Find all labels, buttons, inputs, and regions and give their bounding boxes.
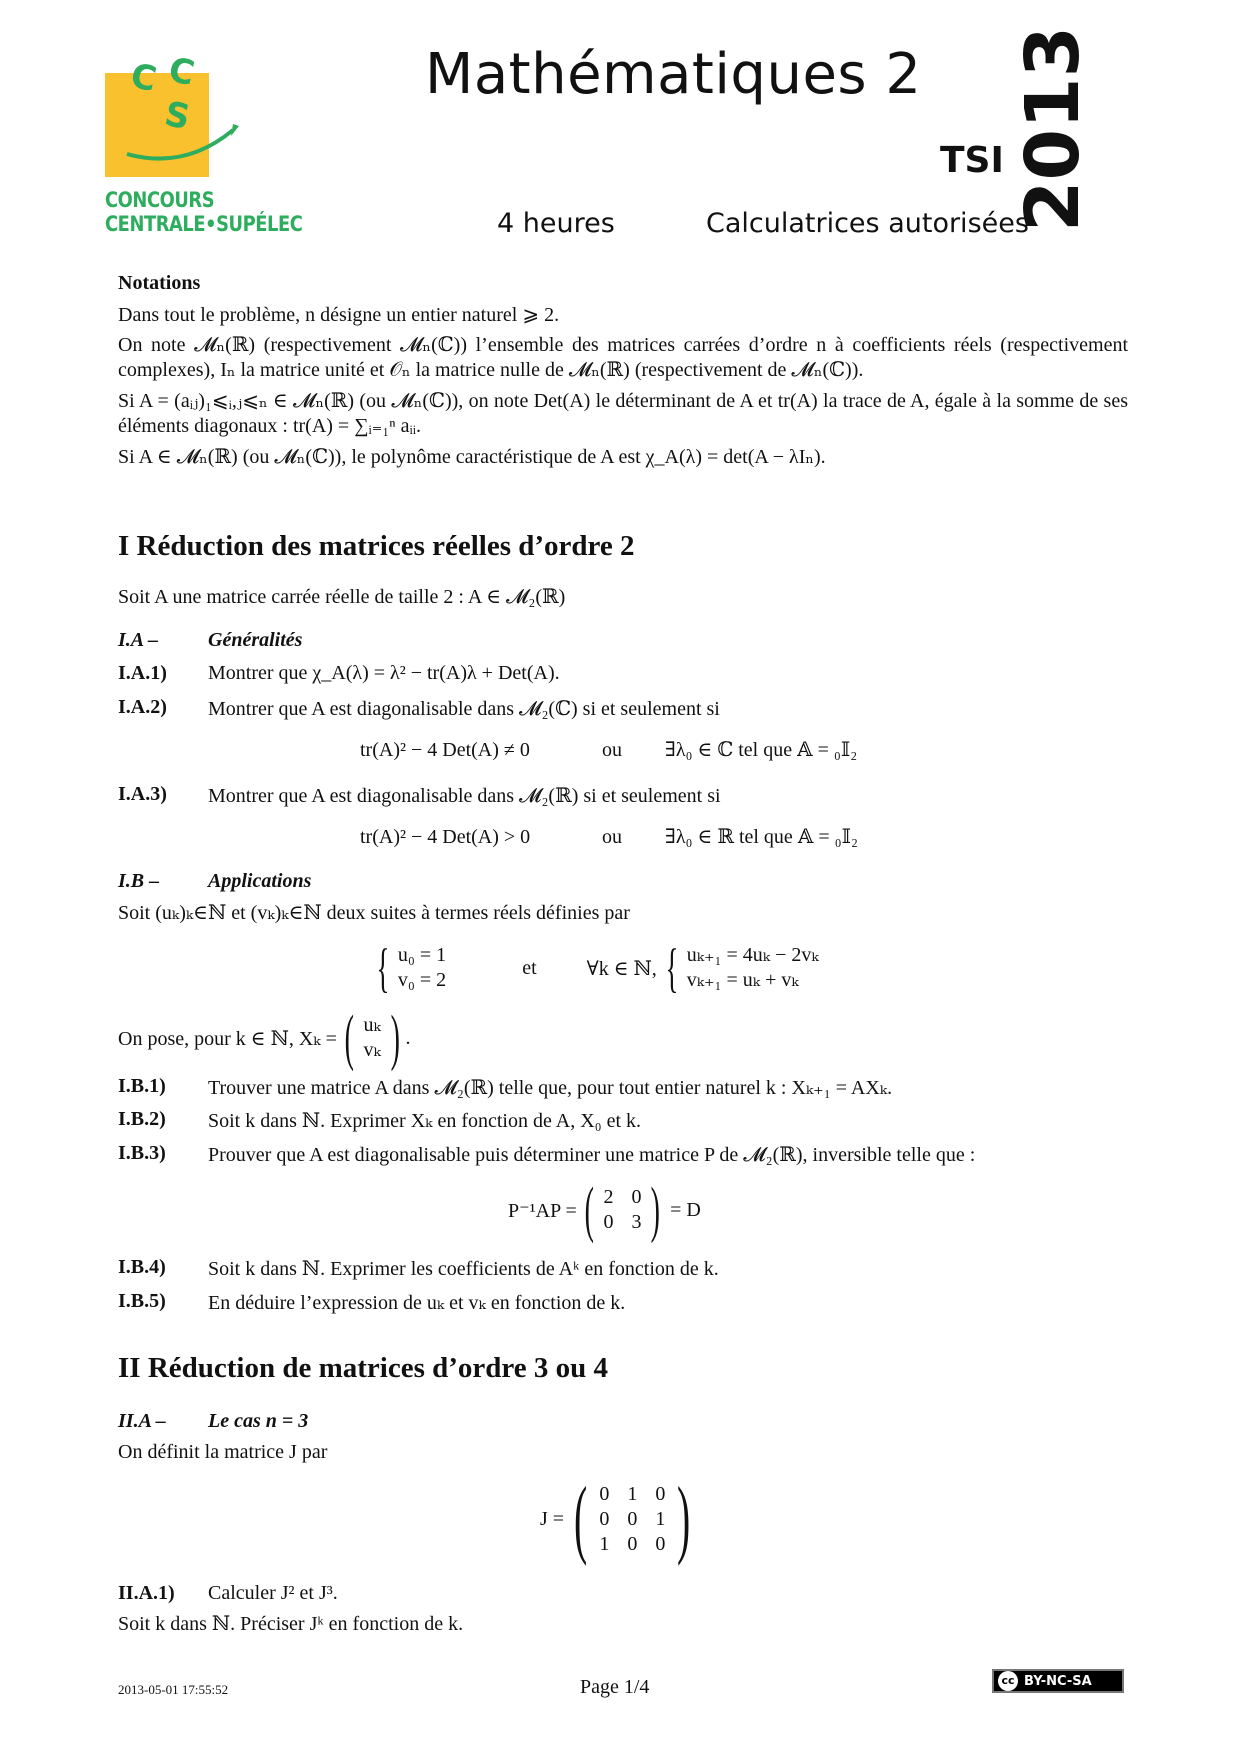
question-text-IA3: Montrer que A est diagonalisable dans 𝓜₂(ℝ) si et seulement si <box>208 785 721 807</box>
question-text-IB5: En déduire l’expression de uₖ et vₖ en fonction de k. <box>208 1292 626 1314</box>
logo-letter-c1: C <box>127 55 160 101</box>
pose-line <box>118 1006 410 1070</box>
subsection-label-IB: I.B – <box>118 870 160 892</box>
cc-icon: cc <box>998 1671 1018 1691</box>
logo-letter-s: S <box>161 93 194 139</box>
condition-or-IA2: ou <box>602 739 622 761</box>
system-right <box>687 943 819 993</box>
diagonal-equation <box>508 1178 701 1242</box>
year: 2013 <box>1010 26 1096 232</box>
section-title-part2: II Réduction de matrices d’ordre 3 ou 4 <box>118 1352 609 1384</box>
condition-right-IA3: ∃λ₀ ∈ ℝ tel que 𝔸 = ₀𝕀₂ <box>665 826 858 848</box>
question-text-IA2: Montrer que A est diagonalisable dans 𝓜₂(ℂ) si et seulement si <box>208 698 720 720</box>
system-left <box>398 943 446 993</box>
subsection-label-IIA: II.A – <box>118 1410 166 1432</box>
question-text-IB4: Soit k dans ℕ. Exprimer les coefficients de Aᵏ en fonction de k. <box>208 1258 719 1280</box>
footer-timestamp: 2013-05-01 17:55:52 <box>118 1682 229 1697</box>
sequence-system <box>370 938 819 998</box>
J-left: J = <box>540 1507 565 1530</box>
exam-title: Mathématiques 2 <box>425 42 922 107</box>
question-text-IB2: Soit k dans ℕ. Exprimer Xₖ en fonction de A, X₀ et k. <box>208 1110 642 1132</box>
diag-paren-right: ) <box>651 1176 661 1244</box>
brace-left: { <box>376 938 390 998</box>
diag-paren-left: ( <box>584 1176 594 1244</box>
J-cell: 1 <box>627 1482 638 1505</box>
diag-cell: 3 <box>631 1211 642 1233</box>
J-matrix <box>595 1482 669 1557</box>
pose-vector <box>360 1013 385 1063</box>
IB-intro: Soit (uₖ)ₖ∈ℕ et (vₖ)ₖ∈ℕ deux suites à termes réels définies par <box>118 902 630 924</box>
notations-para2: On note 𝓜ₙ(ℝ) (respectivement 𝓜ₙ(ℂ)) l’ensemble des matrices carrées d’ordre n à coefficients réels (respectivement complexes), Iₙ la matrice unité et 𝒪ₙ la matrice nulle de 𝓜ₙ(ℝ) (respectivement de 𝓜ₙ(ℂ)). <box>118 334 1128 381</box>
system-left-v0: v₀ = 2 <box>397 969 447 991</box>
diag-matrix <box>599 1185 645 1235</box>
condition-or-IA3: ou <box>602 826 622 848</box>
part1-intro: Soit A une matrice carrée réelle de taille 2 : A ∈ 𝓜₂(ℝ) <box>118 586 566 608</box>
system-left-u0: u₀ = 1 <box>397 944 447 966</box>
question-text-IB1: Trouver une matrice A dans 𝓜₂(ℝ) telle que, pour tout entier naturel k : Xₖ₊₁ = AXₖ. <box>208 1077 893 1099</box>
pose-period: . <box>405 1026 411 1049</box>
system-et: et <box>522 956 537 979</box>
logo-text: CONCOURS CENTRALE•SUPÉLEC <box>105 188 303 236</box>
question-text-IIA1: Calculer J² et J³. <box>208 1582 338 1604</box>
diag-cell: 2 <box>603 1186 614 1208</box>
filiere: TSI <box>940 140 1004 181</box>
diag-cell: 0 <box>603 1211 614 1233</box>
pose-vector-v: vₖ <box>363 1039 381 1061</box>
J-matrix-equation <box>540 1470 699 1567</box>
subsection-title-IA: Généralités <box>208 629 303 651</box>
notations-heading: Notations <box>118 272 201 294</box>
section-title-part1: I Réduction des matrices réelles d’ordre 2 <box>118 530 635 562</box>
system-right-v: vₖ₊₁ = uₖ + vₖ <box>686 969 799 991</box>
question-label-IA2: I.A.2) <box>118 696 167 718</box>
subsection-title-IB: Applications <box>208 870 312 892</box>
IIA1-followup: Soit k dans ℕ. Préciser Jᵏ en fonction de k. <box>118 1613 464 1635</box>
subsection-title-IIA: Le cas n = 3 <box>208 1410 309 1432</box>
J-paren-left: ( <box>574 1470 588 1567</box>
paren-right: ) <box>390 1004 400 1072</box>
license-text: BY-NC-SA <box>1024 1673 1092 1689</box>
pose-vector-u: uₖ <box>363 1014 381 1036</box>
notations-para3: Si A = (aᵢⱼ)₁⩽ᵢ,ⱼ⩽ₙ ∈ 𝓜ₙ(ℝ) (ou 𝓜ₙ(ℂ)), on note Det(A) le déterminant de A et tr(A) la trace de A, égale à la somme de ses éléments diagonaux : tr(A) = ∑ᵢ₌₁ⁿ aᵢᵢ. <box>118 390 1128 437</box>
question-label-IB2: I.B.2) <box>118 1108 166 1130</box>
J-cell: 0 <box>599 1507 610 1530</box>
IIA-intro: On définit la matrice J par <box>118 1441 328 1463</box>
paren-left: ( <box>344 1004 354 1072</box>
J-cell: 0 <box>655 1482 666 1505</box>
logo <box>105 49 365 236</box>
calculator-note: Calculatrices autorisées <box>706 208 1029 239</box>
logo-letter-c2: C <box>165 49 198 95</box>
J-cell: 0 <box>599 1482 610 1505</box>
subsection-label-IA: I.A – <box>118 629 159 651</box>
question-label-IB3: I.B.3) <box>118 1142 166 1164</box>
diag-cell: 0 <box>631 1186 642 1208</box>
question-label-IB4: I.B.4) <box>118 1256 166 1278</box>
pose-prefix: On pose, pour k ∈ ℕ, Xₖ = <box>118 1027 337 1050</box>
notations-line1: Dans tout le problème, n désigne un entier naturel ⩾ 2. <box>118 304 560 326</box>
J-cell: 1 <box>599 1532 610 1555</box>
question-text-IA1: Montrer que χ_A(λ) = λ² − tr(A)λ + Det(A). <box>208 662 560 684</box>
diag-left: P⁻¹AP = <box>508 1199 577 1222</box>
question-label-IB5: I.B.5) <box>118 1290 166 1312</box>
license-badge <box>992 1669 1124 1693</box>
duration: 4 heures <box>497 208 615 239</box>
J-cell: 1 <box>655 1507 666 1530</box>
question-text-IB3: Prouver que A est diagonalisable puis déterminer une matrice P de 𝓜₂(ℝ), inversible telle que : <box>208 1144 976 1166</box>
J-cell: 0 <box>655 1532 666 1555</box>
J-cell: 0 <box>627 1532 638 1555</box>
question-label-IA3: I.A.3) <box>118 783 167 805</box>
J-cell: 0 <box>627 1507 638 1530</box>
condition-left-IA2: tr(A)² − 4 Det(A) ≠ 0 <box>360 739 530 761</box>
brace-right: { <box>665 938 679 998</box>
condition-left-IA3: tr(A)² − 4 Det(A) > 0 <box>360 826 531 848</box>
system-right-u: uₖ₊₁ = 4uₖ − 2vₖ <box>686 944 819 966</box>
footer-page-number: Page 1/4 <box>580 1676 650 1698</box>
question-label-IIA1: II.A.1) <box>118 1582 175 1604</box>
system-forall: ∀k ∈ ℕ, <box>586 957 657 980</box>
J-paren-right: ) <box>677 1470 691 1567</box>
question-label-IB1: I.B.1) <box>118 1075 166 1097</box>
condition-right-IA2: ∃λ₀ ∈ ℂ tel que 𝔸 = ₀𝕀₂ <box>665 739 858 761</box>
question-label-IA1: I.A.1) <box>118 662 167 684</box>
diag-right: = D <box>670 1198 701 1221</box>
notations-para4: Si A ∈ 𝓜ₙ(ℝ) (ou 𝓜ₙ(ℂ)), le polynôme caractéristique de A est χ_A(λ) = det(A − λIₙ). <box>118 446 826 468</box>
